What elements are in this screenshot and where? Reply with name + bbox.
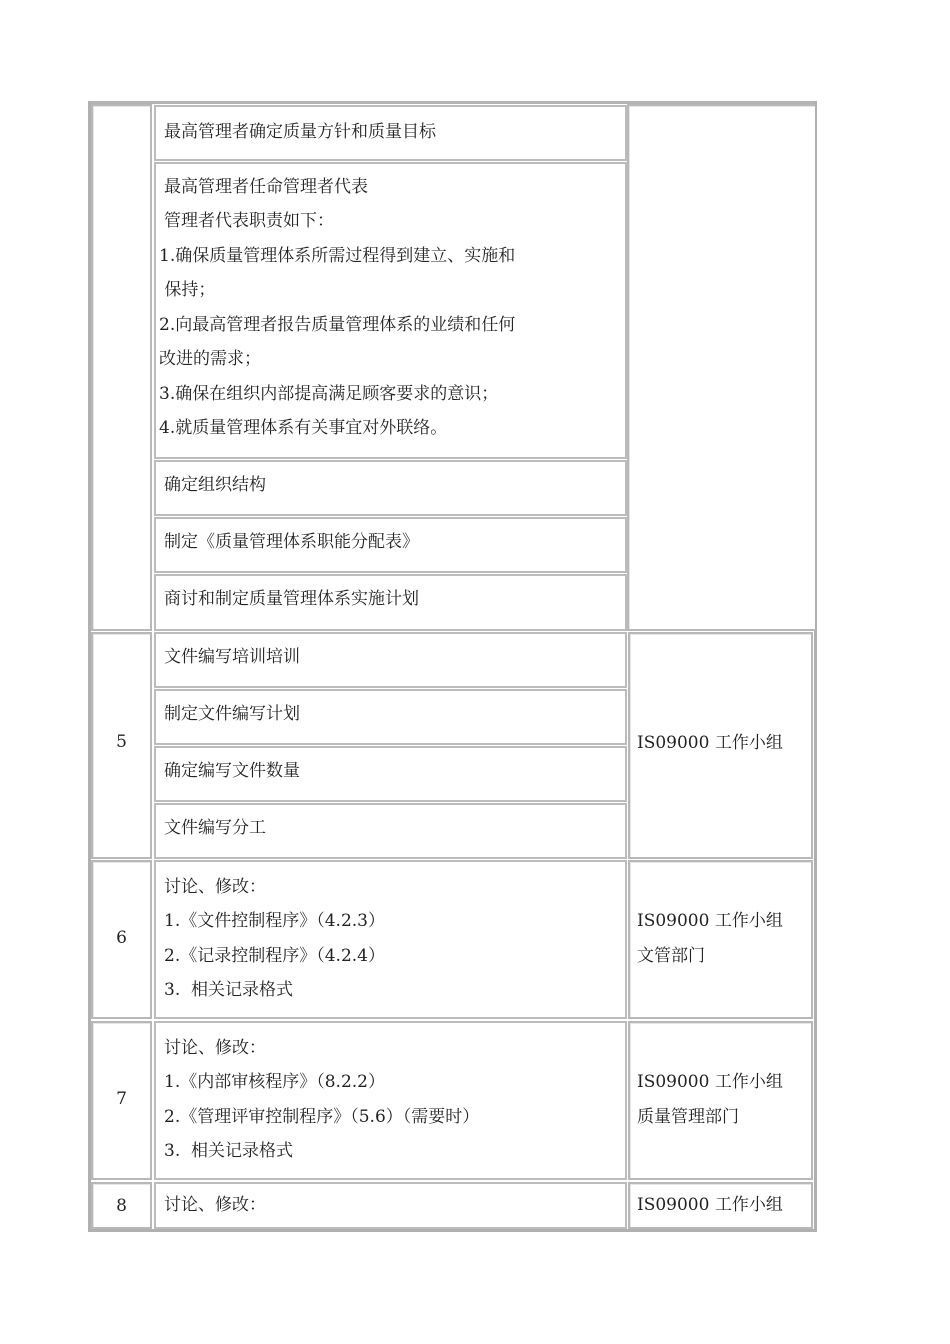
- task-text: 2.向最高管理者报告质量管理体系的业绩和任何: [159, 315, 516, 335]
- task-text: 4.就质量管理体系有关事宜对外联络。: [159, 418, 448, 438]
- task-cell: [154, 105, 627, 161]
- responsible-text: 质量管理部门: [637, 1107, 739, 1127]
- number-cell: [91, 632, 152, 859]
- task-text: 最高管理者任命管理者代表: [164, 177, 368, 197]
- task-cell: [154, 1182, 627, 1229]
- task-text: 讨论、修改：: [164, 1195, 266, 1215]
- number-cell-blank: [91, 104, 152, 631]
- row-number: 6: [116, 928, 127, 948]
- task-text: 制定文件编写计划: [164, 704, 300, 724]
- task-text: 保持；: [159, 280, 216, 300]
- responsible-cell: [628, 632, 813, 859]
- task-cell: [154, 746, 627, 802]
- number-cell: [91, 860, 152, 1019]
- task-text: 讨论、修改：: [164, 877, 266, 897]
- responsible-text: IS09000 工作小组: [637, 1072, 783, 1092]
- responsible-text: 文管部门: [637, 946, 705, 966]
- task-text: 2.《管理评审控制程序》（5.6）（需要时）: [164, 1107, 480, 1127]
- task-text: 管理者代表职责如下：: [164, 211, 334, 231]
- task-text: 确定编写文件数量: [164, 761, 300, 781]
- task-text: 1.《文件控制程序》（4.2.3）: [164, 911, 385, 931]
- task-text: 3.确保在组织内部提高满足顾客要求的意识；: [159, 384, 499, 404]
- task-cell: [154, 574, 627, 631]
- task-cell: [154, 1021, 627, 1180]
- task-text: 文件编写分工: [164, 818, 266, 838]
- task-cell: [154, 632, 627, 688]
- task-text: 确定组织结构: [164, 475, 266, 495]
- row-number: 8: [116, 1196, 127, 1216]
- task-cell-management-representative: [154, 162, 627, 459]
- task-text: 改进的需求；: [159, 349, 261, 369]
- responsible-cell: [628, 1021, 813, 1180]
- task-text: 3. 相关记录格式: [164, 1141, 294, 1161]
- responsible-cell-blank: [627, 104, 815, 631]
- task-text: 讨论、修改：: [164, 1038, 266, 1058]
- responsible-cell: [628, 1182, 813, 1229]
- responsible-text: IS09000 工作小组: [637, 911, 783, 931]
- task-text: 2.《记录控制程序》（4.2.4）: [164, 946, 385, 966]
- task-text: 制定《质量管理体系职能分配表》: [164, 532, 419, 552]
- task-cell: [154, 460, 627, 516]
- responsible-text: IS09000 工作小组: [637, 1195, 783, 1215]
- task-text: 3. 相关记录格式: [164, 980, 294, 1000]
- task-cell: [154, 860, 627, 1019]
- task-text: 商讨和制定质量管理体系实施计划: [164, 589, 419, 609]
- task-cell: [154, 689, 627, 745]
- task-text: 1.《内部审核程序》（8.2.2）: [164, 1072, 385, 1092]
- number-cell: [91, 1021, 152, 1180]
- task-text: 1.确保质量管理体系所需过程得到建立、实施和: [159, 246, 516, 266]
- task-text: 文件编写培训培训: [164, 647, 300, 667]
- task-cell: [154, 517, 627, 573]
- responsible-cell: [628, 860, 813, 1019]
- task-text: 最高管理者确定质量方针和质量目标: [164, 122, 436, 142]
- number-cell: [91, 1182, 152, 1229]
- row-number: 5: [116, 732, 127, 752]
- row-number: 7: [116, 1089, 127, 1109]
- responsible-text: IS09000 工作小组: [637, 733, 783, 753]
- task-cell: [154, 803, 627, 859]
